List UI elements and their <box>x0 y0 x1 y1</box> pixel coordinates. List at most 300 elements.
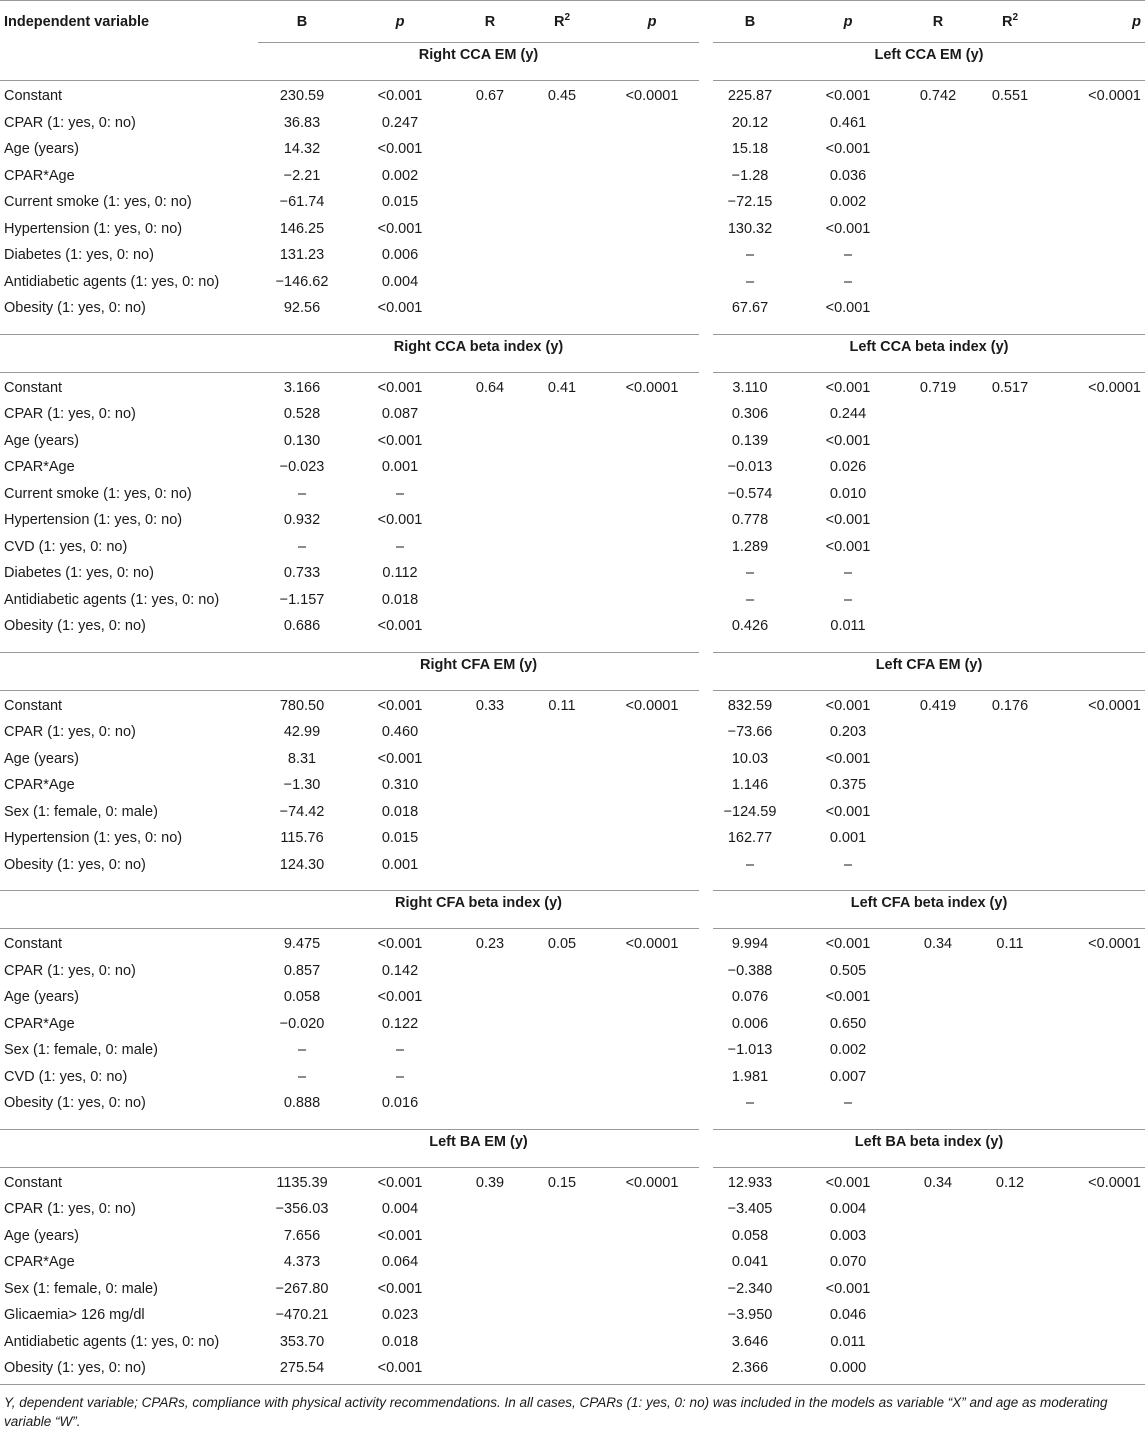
cell-p-right: – <box>843 565 853 582</box>
row-label: Antidiabetic agents (1: yes, 0: no) <box>4 591 220 608</box>
cell-r2-right <box>974 534 1046 561</box>
table-row <box>0 81 1145 110</box>
cell-b-left: −267.80 <box>275 1280 329 1297</box>
cell-b-right: 162.77 <box>727 830 773 847</box>
cell-p-left: 0.002 <box>381 167 419 184</box>
section-header-row <box>0 334 1145 372</box>
cell-b-left: 4.373 <box>283 1254 321 1271</box>
header-independent-variable: Independent variable <box>0 1 258 43</box>
cell-r2-right <box>974 454 1046 481</box>
row-label: CPAR (1: yes, 0: no) <box>4 1201 136 1218</box>
cell-r2-left <box>526 613 598 642</box>
cell-r-right <box>902 958 974 985</box>
cell-p-right: 0.046 <box>829 1307 867 1324</box>
cell-model-p-left <box>598 507 706 534</box>
cell-r2-right <box>974 1011 1046 1038</box>
cell-r-right <box>902 295 974 324</box>
cell-model-p-left: <0.0001 <box>598 1167 706 1196</box>
cell-model-p-right <box>1046 587 1145 614</box>
cell-r-left <box>454 1276 526 1303</box>
cell-r-right <box>902 587 974 614</box>
cell-b-left: 275.54 <box>279 1360 325 1377</box>
cell-model-p-left: <0.0001 <box>598 690 706 719</box>
cell-model-p-left <box>598 1196 706 1223</box>
cell-r2-right <box>974 110 1046 137</box>
cell-p-right: 0.375 <box>829 777 867 794</box>
cell-p-right: <0.001 <box>794 372 902 401</box>
row-label: CVD (1: yes, 0: no) <box>4 1068 128 1085</box>
cell-p-left: <0.001 <box>377 989 423 1006</box>
cell-p-left: 0.001 <box>381 459 419 476</box>
section-title-right: Left CFA EM (y) <box>706 652 1145 690</box>
row-label: Sex (1: female, 0: male) <box>4 1042 158 1059</box>
table-row <box>0 1090 1145 1119</box>
row-label: CPAR*Age <box>4 459 75 476</box>
header-b-left: B <box>258 1 346 43</box>
row-label: Hypertension (1: yes, 0: no) <box>4 220 183 237</box>
cell-p-right: – <box>843 247 853 264</box>
cell-r2-left <box>526 587 598 614</box>
r2-sup: 2 <box>564 12 571 24</box>
cell-model-p-right <box>1046 507 1145 534</box>
cell-b-left: 3.166 <box>258 372 346 401</box>
section-divider-line <box>0 880 1145 891</box>
section-title-right: Left BA beta index (y) <box>706 1129 1145 1167</box>
cell-model-p-left <box>598 1064 706 1091</box>
table-row <box>0 1196 1145 1223</box>
cell-r-left: 0.39 <box>454 1167 526 1196</box>
cell-b-left: 14.32 <box>283 141 321 158</box>
cell-p-right: <0.001 <box>825 989 871 1006</box>
cell-b-right: 3.110 <box>706 372 794 401</box>
cell-r-right: 0.719 <box>902 372 974 401</box>
row-label: Obesity (1: yes, 0: no) <box>4 1360 146 1377</box>
cell-r-left <box>454 507 526 534</box>
row-label: Obesity (1: yes, 0: no) <box>4 618 146 635</box>
cell-r-left <box>454 295 526 324</box>
table-row <box>0 163 1145 190</box>
cell-r-right <box>902 984 974 1011</box>
cell-model-p-right <box>1046 746 1145 773</box>
row-label: Diabetes (1: yes, 0: no) <box>4 247 154 264</box>
cell-b-left: – <box>297 485 307 502</box>
cell-r2-right <box>974 295 1046 324</box>
table-row <box>0 428 1145 455</box>
cell-p-right: <0.001 <box>825 803 871 820</box>
cell-model-p-right <box>1046 958 1145 985</box>
table-row <box>0 719 1145 746</box>
cell-r-right <box>902 163 974 190</box>
cell-r2-left <box>526 428 598 455</box>
cell-r2-right <box>974 1302 1046 1329</box>
cell-model-p-right: <0.0001 <box>1046 690 1145 719</box>
row-label: CPAR (1: yes, 0: no) <box>4 724 136 741</box>
cell-p-left: <0.001 <box>346 690 454 719</box>
cell-b-left: −1.157 <box>279 591 325 608</box>
cell-p-left: 0.018 <box>381 803 419 820</box>
cell-p-right: 0.070 <box>829 1254 867 1271</box>
cell-r2-left <box>526 772 598 799</box>
cell-p-right: 0.000 <box>829 1360 867 1377</box>
table-body <box>0 43 1145 1385</box>
cell-r-left <box>454 1302 526 1329</box>
cell-p-right: 0.461 <box>829 114 867 131</box>
table-row <box>0 799 1145 826</box>
row-label: Current smoke (1: yes, 0: no) <box>4 194 192 211</box>
cell-p-right: <0.001 <box>794 81 902 110</box>
table-row <box>0 1329 1145 1356</box>
row-label: Current smoke (1: yes, 0: no) <box>4 485 192 502</box>
table-row <box>0 958 1145 985</box>
r2-base: R <box>1001 14 1013 30</box>
row-label: Hypertension (1: yes, 0: no) <box>4 830 183 847</box>
table-row <box>0 401 1145 428</box>
cell-p-left: – <box>395 1068 405 1085</box>
cell-b-left: −1.30 <box>283 777 321 794</box>
table-row <box>0 746 1145 773</box>
cell-b-left: 9.475 <box>258 929 346 958</box>
cell-model-p-right <box>1046 295 1145 324</box>
row-label: Obesity (1: yes, 0: no) <box>4 856 146 873</box>
table-row <box>0 242 1145 269</box>
cell-p-left: 0.310 <box>381 777 419 794</box>
cell-r-right: 0.34 <box>902 1167 974 1196</box>
header-model-p-right: p <box>1046 1 1145 43</box>
section-title-left: Right CFA beta index (y) <box>258 891 706 929</box>
cell-b-right: – <box>745 247 755 264</box>
cell-r2-left <box>526 1064 598 1091</box>
cell-model-p-left: <0.0001 <box>598 372 706 401</box>
cell-model-p-right <box>1046 613 1145 642</box>
row-label: CPAR*Age <box>4 777 75 794</box>
cell-r2-left <box>526 189 598 216</box>
section-header-row <box>0 652 1145 690</box>
cell-model-p-right <box>1046 163 1145 190</box>
cell-r2-left <box>526 507 598 534</box>
cell-r2-left <box>526 1011 598 1038</box>
cell-r-left <box>454 1196 526 1223</box>
table-row <box>0 136 1145 163</box>
cell-p-left: 0.142 <box>381 962 419 979</box>
row-label: CPAR*Age <box>4 1015 75 1032</box>
row-label: Sex (1: female, 0: male) <box>4 1280 158 1297</box>
cell-model-p-left <box>598 1249 706 1276</box>
cell-r2-right <box>974 136 1046 163</box>
cell-r-left: 0.64 <box>454 372 526 401</box>
cell-r2-right: 0.11 <box>974 929 1046 958</box>
cell-b-left: 0.686 <box>283 618 321 635</box>
cell-r2-right: 0.176 <box>974 690 1046 719</box>
cell-r2-left <box>526 534 598 561</box>
header-r-left: R <box>454 1 526 43</box>
cell-model-p-right <box>1046 1223 1145 1250</box>
cell-r-right <box>902 507 974 534</box>
section-divider <box>0 880 1145 891</box>
cell-model-p-left <box>598 613 706 642</box>
cell-b-left: 0.058 <box>283 989 321 1006</box>
section-divider <box>0 324 1145 335</box>
cell-r2-left <box>526 560 598 587</box>
cell-b-left: −0.023 <box>279 459 325 476</box>
table-row <box>0 295 1145 324</box>
cell-p-left: <0.001 <box>377 512 423 529</box>
table-row <box>0 1064 1145 1091</box>
cell-model-p-right <box>1046 719 1145 746</box>
cell-b-left: −0.020 <box>279 1015 325 1032</box>
cell-p-right: 0.002 <box>829 194 867 211</box>
cell-model-p-left <box>598 428 706 455</box>
cell-p-left: 0.023 <box>381 1307 419 1324</box>
cell-r2-left <box>526 1355 598 1384</box>
cell-r-right <box>902 269 974 296</box>
cell-model-p-left <box>598 1223 706 1250</box>
cell-p-left: <0.001 <box>377 141 423 158</box>
section-header-row <box>0 43 1145 81</box>
cell-b-right: 3.646 <box>731 1333 769 1350</box>
cell-p-right: <0.001 <box>794 690 902 719</box>
cell-r-right <box>902 136 974 163</box>
cell-b-right: – <box>745 591 755 608</box>
header-p-left: p <box>346 1 454 43</box>
cell-b-right: – <box>745 273 755 290</box>
cell-r-left <box>454 1223 526 1250</box>
cell-r2-left <box>526 454 598 481</box>
cell-p-right: <0.001 <box>794 929 902 958</box>
cell-r2-left <box>526 1329 598 1356</box>
table-row <box>0 481 1145 508</box>
cell-r2-right <box>974 216 1046 243</box>
cell-b-left: 230.59 <box>258 81 346 110</box>
cell-p-right: 0.203 <box>829 724 867 741</box>
table-row <box>0 216 1145 243</box>
cell-p-right: 0.010 <box>829 485 867 502</box>
cell-b-right: 130.32 <box>727 220 773 237</box>
cell-r2-right <box>974 613 1046 642</box>
cell-b-left: 42.99 <box>283 724 321 741</box>
cell-r2-right <box>974 1064 1046 1091</box>
row-label: CPAR (1: yes, 0: no) <box>4 962 136 979</box>
cell-b-left: 0.528 <box>283 406 321 423</box>
cell-p-right: <0.001 <box>825 432 871 449</box>
cell-r-right <box>902 1037 974 1064</box>
cell-b-left: 131.23 <box>279 247 325 264</box>
table-row <box>0 1276 1145 1303</box>
cell-p-right: 0.011 <box>830 618 866 635</box>
cell-r2-right <box>974 560 1046 587</box>
cell-r2-right <box>974 852 1046 881</box>
row-label: CPAR*Age <box>4 1254 75 1271</box>
table-row <box>0 1167 1145 1196</box>
cell-p-left: <0.001 <box>346 929 454 958</box>
cell-r2-right <box>974 825 1046 852</box>
row-label: Constant <box>0 929 258 958</box>
cell-p-right: – <box>843 1095 853 1112</box>
cell-r-left: 0.67 <box>454 81 526 110</box>
cell-r2-left <box>526 1223 598 1250</box>
cell-model-p-left <box>598 825 706 852</box>
cell-p-left: 0.247 <box>381 114 419 131</box>
cell-b-right: 0.139 <box>731 432 769 449</box>
cell-b-left: – <box>297 1068 307 1085</box>
cell-r2-left <box>526 1037 598 1064</box>
cell-b-left: – <box>297 1042 307 1059</box>
cell-r-left <box>454 401 526 428</box>
row-label: CPAR (1: yes, 0: no) <box>4 406 136 423</box>
cell-p-left: <0.001 <box>346 81 454 110</box>
r2-base: R <box>553 14 565 30</box>
cell-r-right <box>902 560 974 587</box>
row-label: Constant <box>0 372 258 401</box>
cell-r-left <box>454 772 526 799</box>
cell-r-right <box>902 1276 974 1303</box>
cell-p-left: <0.001 <box>377 220 423 237</box>
cell-r2-right <box>974 1329 1046 1356</box>
cell-p-left: 0.018 <box>381 1333 419 1350</box>
cell-r2-left: 0.45 <box>526 81 598 110</box>
cell-b-right: −2.340 <box>727 1280 773 1297</box>
cell-model-p-right <box>1046 1037 1145 1064</box>
cell-p-right: <0.001 <box>825 141 871 158</box>
cell-model-p-left <box>598 984 706 1011</box>
cell-p-left: 0.064 <box>381 1254 419 1271</box>
cell-r2-right <box>974 242 1046 269</box>
cell-p-left: 0.018 <box>381 591 419 608</box>
cell-p-right: <0.001 <box>825 220 871 237</box>
cell-r-right <box>902 1064 974 1091</box>
row-label: Age (years) <box>4 432 79 449</box>
cell-r-right <box>902 1196 974 1223</box>
cell-model-p-left <box>598 746 706 773</box>
cell-r-left <box>454 958 526 985</box>
section-divider-line <box>0 642 1145 653</box>
cell-b-left: 92.56 <box>283 300 321 317</box>
cell-model-p-left: <0.0001 <box>598 929 706 958</box>
cell-r2-left <box>526 401 598 428</box>
cell-model-p-right <box>1046 454 1145 481</box>
cell-r-right <box>902 401 974 428</box>
cell-r2-right <box>974 1223 1046 1250</box>
cell-r-right <box>902 1223 974 1250</box>
cell-b-right: 0.778 <box>731 512 769 529</box>
cell-r2-left: 0.11 <box>526 690 598 719</box>
cell-r-left <box>454 587 526 614</box>
row-label: Glicaemia> 126 mg/dl <box>4 1307 145 1324</box>
cell-r-left <box>454 613 526 642</box>
cell-r2-left <box>526 825 598 852</box>
cell-p-left: 0.006 <box>381 247 419 264</box>
table-row <box>0 1011 1145 1038</box>
cell-b-left: 0.733 <box>283 565 321 582</box>
section-title-left: Left BA EM (y) <box>258 1129 706 1167</box>
table-row <box>0 690 1145 719</box>
cell-p-left: 0.001 <box>381 856 419 873</box>
cell-r2-right: 0.551 <box>974 81 1046 110</box>
cell-b-right: 1.146 <box>731 777 769 794</box>
cell-p-left: 0.004 <box>381 273 419 290</box>
table-row <box>0 1223 1145 1250</box>
cell-p-left: 0.112 <box>382 565 418 582</box>
cell-model-p-right <box>1046 1064 1145 1091</box>
cell-r2-right <box>974 719 1046 746</box>
cell-r-right <box>902 1355 974 1384</box>
cell-b-right: 10.03 <box>731 750 769 767</box>
cell-model-p-right <box>1046 825 1145 852</box>
cell-r-right <box>902 746 974 773</box>
cell-p-left: – <box>395 1042 405 1059</box>
cell-r2-left: 0.05 <box>526 929 598 958</box>
cell-p-right: <0.001 <box>825 300 871 317</box>
cell-b-right: −1.28 <box>731 167 769 184</box>
cell-p-left: 0.015 <box>381 194 419 211</box>
cell-p-left: <0.001 <box>377 618 423 635</box>
cell-p-right: 0.002 <box>829 1042 867 1059</box>
cell-r-right <box>902 1249 974 1276</box>
cell-b-right: 0.006 <box>731 1015 769 1032</box>
cell-p-left: 0.460 <box>381 724 419 741</box>
cell-model-p-right: <0.0001 <box>1046 81 1145 110</box>
table-row <box>0 929 1145 958</box>
cell-model-p-right <box>1046 772 1145 799</box>
table-row <box>0 534 1145 561</box>
cell-model-p-left <box>598 534 706 561</box>
cell-r2-right: 0.12 <box>974 1167 1046 1196</box>
cell-b-right: 12.933 <box>706 1167 794 1196</box>
cell-r2-right <box>974 1249 1046 1276</box>
cell-p-right: <0.001 <box>794 1167 902 1196</box>
cell-p-right: 0.505 <box>829 962 867 979</box>
cell-model-p-left <box>598 852 706 881</box>
cell-b-left: 780.50 <box>258 690 346 719</box>
cell-r2-right <box>974 772 1046 799</box>
cell-model-p-left <box>598 1011 706 1038</box>
cell-b-right: 2.366 <box>731 1360 769 1377</box>
section-title-left: Right CFA EM (y) <box>258 652 706 690</box>
cell-r2-right <box>974 958 1046 985</box>
cell-r2-right <box>974 799 1046 826</box>
cell-r2-right <box>974 984 1046 1011</box>
cell-r-right: 0.742 <box>902 81 974 110</box>
cell-b-right: 0.076 <box>731 989 769 1006</box>
cell-model-p-right <box>1046 136 1145 163</box>
cell-model-p-right <box>1046 428 1145 455</box>
cell-r-right <box>902 772 974 799</box>
cell-model-p-right <box>1046 401 1145 428</box>
table-row <box>0 454 1145 481</box>
section-divider-line <box>0 1119 1145 1130</box>
cell-model-p-left <box>598 216 706 243</box>
cell-model-p-right: <0.0001 <box>1046 929 1145 958</box>
cell-r-left <box>454 454 526 481</box>
cell-p-right: – <box>843 591 853 608</box>
cell-r-right <box>902 1302 974 1329</box>
cell-b-left: 124.30 <box>279 856 325 873</box>
row-label: CVD (1: yes, 0: no) <box>4 538 128 555</box>
cell-b-right: 225.87 <box>706 81 794 110</box>
cell-r2-left <box>526 1249 598 1276</box>
cell-p-right: 0.036 <box>829 167 867 184</box>
table-row <box>0 852 1145 881</box>
table-row <box>0 1302 1145 1329</box>
cell-r-left <box>454 242 526 269</box>
cell-model-p-right <box>1046 1329 1145 1356</box>
cell-b-left: 0.932 <box>283 512 321 529</box>
cell-model-p-left <box>598 401 706 428</box>
table-row <box>0 269 1145 296</box>
header-r2-left <box>526 1 598 43</box>
cell-b-right: 0.306 <box>731 406 769 423</box>
cell-model-p-left <box>598 242 706 269</box>
cell-r2-right <box>974 401 1046 428</box>
